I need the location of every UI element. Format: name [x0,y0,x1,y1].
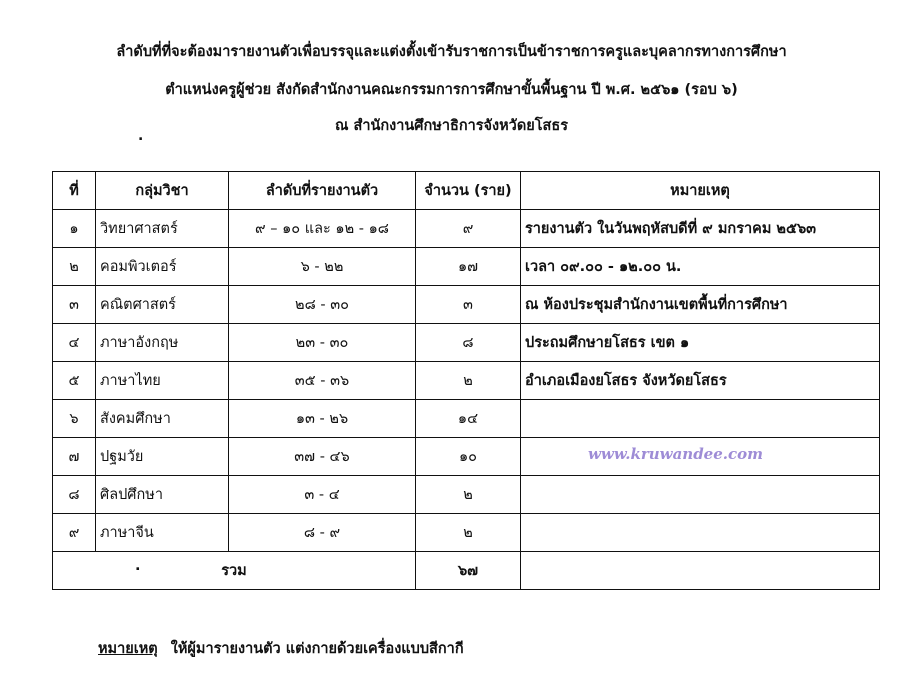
document-subtitle: ตำแหน่งครูผู้ช่วย สังกัดสำนักงานคณะกรรมการการศึกษาขั้นพื้นฐาน ปี พ.ศ. ๒๕๖๑ (รอบ ๖) [165,82,738,98]
total-label: รวม [221,563,247,579]
footnote [98,637,464,660]
note-text [521,514,880,552]
note-text: ณ ห้องประชุมสำนักงานเขตพื้นที่การศึกษา [521,286,880,324]
row-number: ๗ [53,438,96,476]
headcount: ๙ [416,210,521,248]
table-row [53,324,880,362]
subject-group: วิทยาศาสตร์ [96,210,229,248]
report-order-range: ๓๕ - ๓๖ [229,362,416,400]
table-row [53,248,880,286]
report-order-range: ๒๘ - ๓๐ [229,286,416,324]
table-row [53,210,880,248]
report-order-range: ๙ – ๑๐ และ ๑๒ - ๑๘ [229,210,416,248]
table-row [53,476,880,514]
footnote-label: หมายเหตุ [98,641,158,657]
subject-group: ภาษาไทย [96,362,229,400]
headcount: ๒ [416,476,521,514]
column-header-order: ลำดับที่รายงานตัว [229,172,416,210]
total-row [53,552,880,590]
table-row [53,514,880,552]
report-order-range: ๒๓ - ๓๐ [229,324,416,362]
watermark-url: www.kruwandee.com [588,445,763,463]
note-text: ประถมศึกษายโสธร เขต ๑ [521,324,880,362]
total-stray-mark: . [135,558,141,574]
row-number: ๔ [53,324,96,362]
column-header-note: หมายเหตุ [521,172,880,210]
table-row [53,286,880,324]
subject-group: ปฐมวัย [96,438,229,476]
subject-group: ภาษาอังกฤษ [96,324,229,362]
row-number: ๖ [53,400,96,438]
report-order-range: ๓ - ๔ [229,476,416,514]
headcount: ๑๐ [416,438,521,476]
table-header-row [53,172,880,210]
row-number: ๙ [53,514,96,552]
note-text: อำเภอเมืองยโสธร จังหวัดยโสธร [521,362,880,400]
total-note [521,552,880,590]
headcount: ๒ [416,514,521,552]
total-count: ๖๗ [416,552,521,590]
subject-group: ศิลปศึกษา [96,476,229,514]
column-header-subject: กลุ่มวิชา [96,172,229,210]
report-order-range: ๘ - ๙ [229,514,416,552]
headcount: ๓ [416,286,521,324]
report-order-table [52,171,880,590]
subject-group: สังคมศึกษา [96,400,229,438]
headcount: ๑๔ [416,400,521,438]
table-row [53,362,880,400]
table-row [53,400,880,438]
document-location: ณ สำนักงานศึกษาธิการจังหวัดยโสธร [334,118,569,134]
row-number: ๑ [53,210,96,248]
report-order-range: ๑๓ - ๒๖ [229,400,416,438]
note-text [521,400,880,438]
headcount: ๘ [416,324,521,362]
total-label-cell [53,552,416,590]
subject-group: คณิตศาสตร์ [96,286,229,324]
document-title: ลำดับที่ที่จะต้องมารายงานตัวเพื่อบรรจุและแต่งตั้งเข้ารับราชการเป็นข้าราชการครูและบุคลากรทางการศึกษา [116,44,787,60]
report-order-range: ๖ - ๒๒ [229,248,416,286]
note-text: รายงานตัว ในวันพฤหัสบดีที่ ๙ มกราคม ๒๕๖๓ [521,210,880,248]
headcount: ๒ [416,362,521,400]
row-number: ๓ [53,286,96,324]
subject-group: คอมพิวเตอร์ [96,248,229,286]
headcount: ๑๗ [416,248,521,286]
note-text: เวลา ๐๙.๐๐ - ๑๒.๐๐ น. [521,248,880,286]
row-number: ๘ [53,476,96,514]
stray-mark: . [138,128,144,144]
column-header-count: จำนวน (ราย) [416,172,521,210]
subject-group: ภาษาจีน [96,514,229,552]
footnote-text: ให้ผู้มารายงานตัว แต่งกายด้วยเครื่องแบบสีกากี [170,641,464,657]
row-number: ๒ [53,248,96,286]
report-order-range: ๓๗ - ๔๖ [229,438,416,476]
row-number: ๕ [53,362,96,400]
note-text [521,476,880,514]
column-header-no: ที่ [53,172,96,210]
